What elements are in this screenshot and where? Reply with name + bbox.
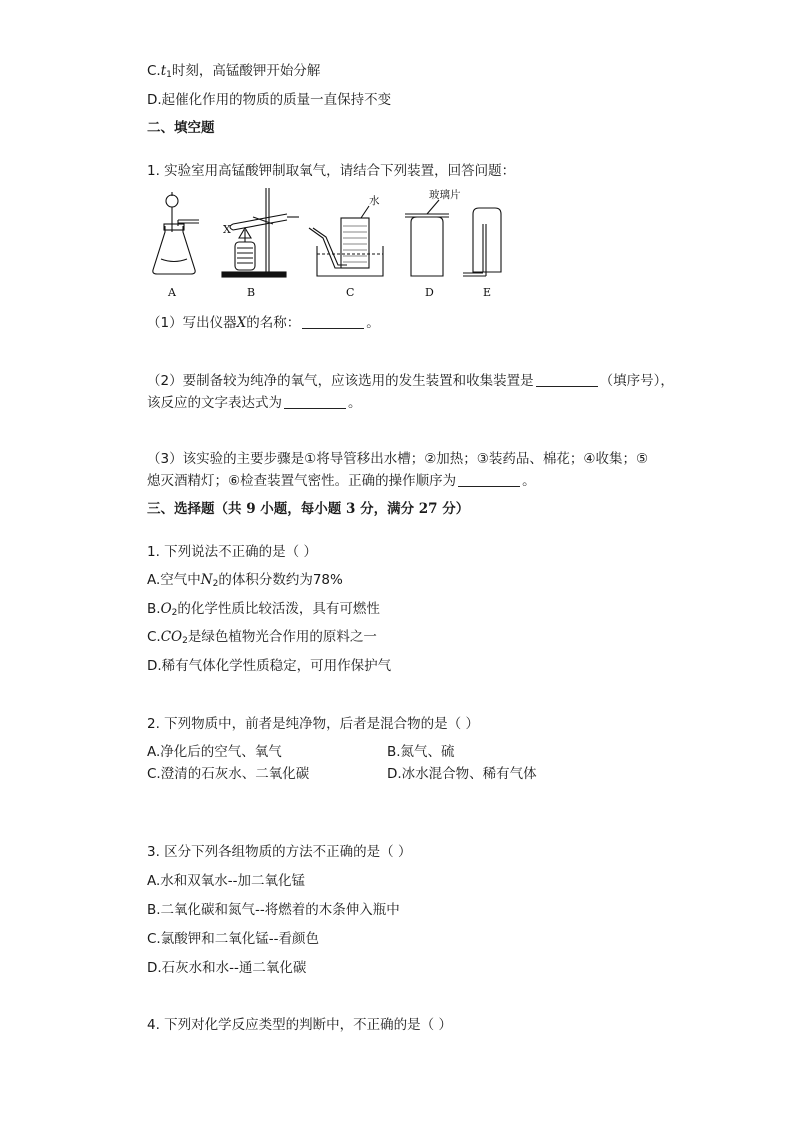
section-title-choice: 三、选择题（共 9 小题，每小题 3 分，满分 27 分） (147, 501, 470, 517)
subquestion-3-line-1: （3）该实验的主要步骤是①将导管移出水槽；②加热；③装药品、棉花；④收集；⑤ (147, 451, 649, 467)
q2-option-b[interactable]: B.氮气、硫 (387, 744, 455, 760)
q3-option-a[interactable]: A.水和双氧水--加二氧化锰 (147, 873, 306, 889)
apparatus-c (309, 206, 383, 276)
label-a: A (168, 286, 176, 299)
instrument-x-label: X (223, 223, 231, 236)
q2-option-d[interactable]: D.冰水混合物、稀有气体 (387, 766, 537, 782)
answer-blank[interactable] (302, 315, 364, 329)
q1-option-c[interactable]: $C.CO_2$是绿色植物光合作用的原料之一 (147, 629, 377, 646)
answer-blank[interactable] (284, 395, 346, 409)
apparatus-d (405, 200, 449, 276)
q1-option-d[interactable]: D.稀有气体化学性质稳定，可用作保护气 (147, 658, 392, 674)
q2-option-c[interactable]: C.澄清的石灰水、二氧化碳 (147, 766, 310, 782)
q1-option-a[interactable]: A.空气中$N_2$的体积分数约为78% (147, 572, 343, 589)
q3-option-d[interactable]: D.石灰水和水--通二氧化碳 (147, 960, 307, 976)
answer-blank[interactable] (458, 473, 520, 487)
label-e: E (483, 286, 492, 299)
option-d: D.起催化作用的物质的质量一直保持不变 (147, 92, 392, 108)
subquestion-2-line-1: （2）要制备较为纯净的氧气，应该选用的发生装置和收集装置是 （填序号）， (147, 373, 674, 389)
subquestion-3-line-2: 熄灭酒精灯；⑥检查装置气密性。正确的操作顺序为 。 (147, 473, 536, 489)
water-label: 水 (369, 195, 380, 207)
answer-blank[interactable] (536, 373, 598, 387)
q1-option-b[interactable]: $B.O_2$的化学性质比较活泼，具有可燃性 (147, 601, 380, 618)
question-4-stem: 4. 下列对化学反应类型的判断中，不正确的是（ ） (147, 1017, 452, 1033)
q2-option-a[interactable]: A.净化后的空气、氧气 (147, 744, 282, 760)
question-2-stem: 2. 下列物质中，前者是纯净物，后者是混合物的是（ ） (147, 716, 479, 732)
subquestion-1: （1）写出仪器X的名称： 。 (147, 315, 380, 331)
glass-plate-label: 玻璃片 (429, 189, 461, 201)
question-stem: 1. 实验室用高锰酸钾制取氧气，请结合下列装置，回答问题： (147, 163, 516, 179)
question-3-stem: 3. 区分下列各组物质的方法不正确的是（ ） (147, 844, 412, 860)
lab-apparatus-figure (147, 184, 507, 302)
apparatus-a (153, 192, 199, 274)
section-title-fill-in: 二、填空题 (147, 120, 215, 136)
subquestion-2-line-2: 该反应的文字表达式为 。 (147, 395, 362, 411)
apparatus-b (222, 188, 299, 277)
label-b: B (247, 286, 256, 299)
question-1-stem: 1. 下列说法不正确的是（ ） (147, 544, 317, 560)
label-d: D (425, 286, 434, 299)
apparatus-e (463, 208, 501, 276)
option-c: $C.t_1$时刻，高锰酸钾开始分解 (147, 63, 321, 80)
q3-option-b[interactable]: B.二氧化碳和氮气--将燃着的木条伸入瓶中 (147, 902, 400, 918)
label-c: C (346, 286, 355, 299)
q3-option-c[interactable]: C.氯酸钾和二氧化锰--看颜色 (147, 931, 319, 947)
